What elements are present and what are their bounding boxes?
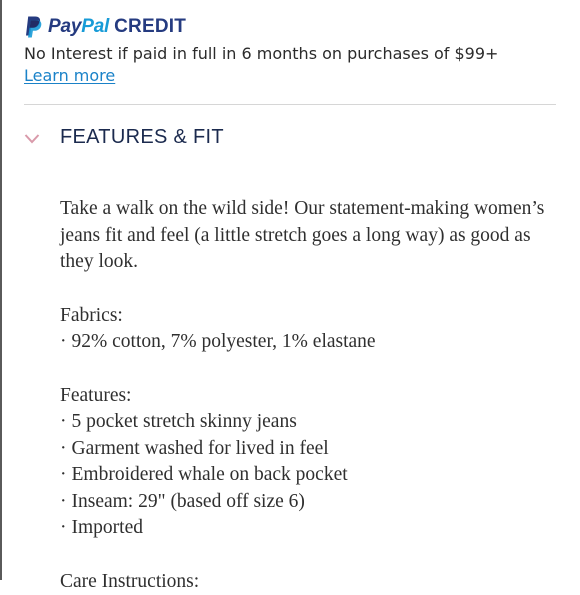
- section-title[interactable]: FEATURES & FIT: [60, 126, 224, 149]
- list-item-text: Inseam: 29" (based off size 6): [72, 491, 305, 512]
- paypal-brand-pay: Pay: [48, 16, 81, 38]
- bullet: ·: [60, 329, 67, 356]
- list-item: [60, 462, 560, 489]
- promo-text: No Interest if paid in full in 6 months on purchases of $99+: [24, 43, 564, 65]
- paypal-credit-logo: [24, 14, 564, 40]
- list-item: [60, 489, 560, 516]
- bullet: ·: [60, 462, 67, 489]
- list-item-text: Imported: [72, 517, 143, 538]
- fabrics-heading: Fabrics:: [60, 303, 560, 330]
- list-item: [60, 436, 560, 463]
- section-divider: [24, 104, 556, 105]
- list-item: [60, 329, 560, 356]
- list-item-text: Embroidered whale on back pocket: [72, 464, 348, 485]
- features-fit-content: [60, 196, 560, 595]
- bullet: ·: [60, 436, 67, 463]
- features-list: [60, 409, 560, 542]
- list-item-text: 92% cotton, 7% polyester, 1% elastane: [72, 331, 376, 352]
- left-border: [0, 0, 2, 580]
- paypal-credit-promo: [24, 14, 564, 87]
- features-heading: Features:: [60, 383, 560, 410]
- paypal-icon: [24, 16, 42, 38]
- care-instructions-heading: Care Instructions:: [60, 569, 560, 595]
- features-fit-toggle[interactable]: [24, 126, 224, 149]
- chevron-down-icon[interactable]: [24, 133, 40, 145]
- bullet: ·: [60, 489, 67, 516]
- list-item: [60, 409, 560, 436]
- bullet: ·: [60, 515, 67, 542]
- fabrics-list: [60, 329, 560, 356]
- product-description: Take a walk on the wild side! Our statement-making women’s jeans fit and feel (a little stretch goes a long way) as good as they look.: [60, 196, 560, 276]
- paypal-brand-pal: Pal: [81, 16, 109, 38]
- bullet: ·: [60, 409, 67, 436]
- list-item-text: Garment washed for lived in feel: [72, 438, 329, 459]
- list-item: [60, 515, 560, 542]
- list-item-text: 5 pocket stretch skinny jeans: [72, 411, 297, 432]
- paypal-brand-credit: CREDIT: [114, 16, 186, 38]
- learn-more-link[interactable]: Learn more: [24, 65, 115, 87]
